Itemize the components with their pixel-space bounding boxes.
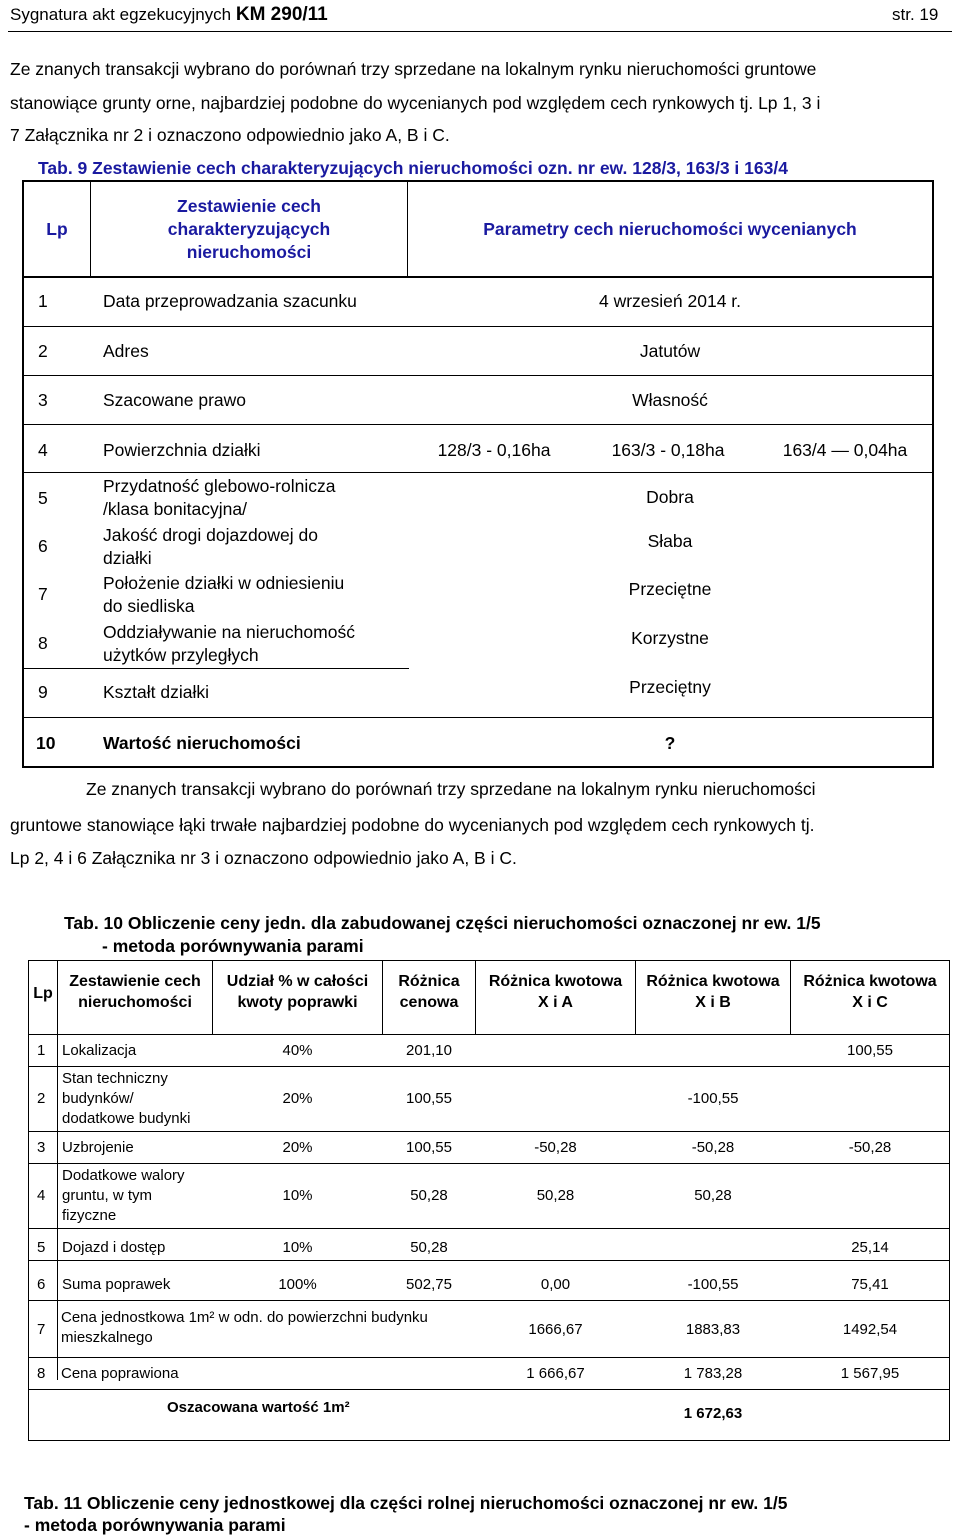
tab10-row-6-lp: 6 <box>37 1276 46 1293</box>
tab9-row-6-value: Słaba <box>647 531 693 551</box>
tab10-row-4-c <box>791 1186 949 1206</box>
tab10-row-8-feature: Cena poprawiona <box>61 1365 179 1382</box>
header-divider <box>8 31 952 32</box>
tab10-row-3-c: -50,28 <box>848 1139 892 1156</box>
tab10-row-2-share: 20% <box>282 1090 313 1107</box>
tab10-row-2-lp: 2 <box>37 1090 46 1107</box>
tab10-row-6-c: 75,41 <box>851 1276 889 1293</box>
tab10-estimated-label: Oszacowana wartość 1m² <box>167 1399 350 1416</box>
tab9-header-params: Parametry cech nieruchomości wycenianych <box>483 218 857 239</box>
tab10-row-5-lp: 5 <box>37 1239 46 1256</box>
tab10-row-7-feature: Cena jednostkowa 1m² w odn. do powierzchni budynku mieszkalnego <box>61 1309 428 1346</box>
header-case-number: KM 290/11 <box>235 4 328 25</box>
tab10-row-4-diff: 50,28 <box>410 1187 448 1204</box>
tab10-row-7-c: 1492,54 <box>842 1321 898 1338</box>
tab10-row-2-c <box>791 1089 949 1109</box>
tab10-header-diff-a: Różnica kwotowa X i A <box>488 973 623 1011</box>
middle-line-1: Ze znanych transakcji wybrano do porównań trzy sprzedane na lokalnym rynku nieruchomości <box>86 779 816 799</box>
intro-line-2: stanowiące grunty orne, najbardziej podobne do wycenianych pod względem cech rynkowych tj. Lp 1, 3 i <box>10 93 821 113</box>
tab10-row-7-lp: 7 <box>37 1321 46 1338</box>
tab9-row-9-value: Przeciętny <box>629 677 711 697</box>
tab10-row-1-feature: Lokalizacja <box>62 1042 137 1059</box>
tab10-caption-1: Tab. 10 Obliczenie ceny jedn. dla zabudowanej części nieruchomości oznaczonej nr ew. 1/5 <box>64 913 821 933</box>
tab9-row-2-feature: Adres <box>103 341 149 361</box>
tab10-row-6-b: -100,55 <box>687 1276 739 1293</box>
tab10-row-3-feature: Uzbrojenie <box>62 1139 134 1156</box>
tab9-row-1-lp: 1 <box>38 291 48 311</box>
tab9-row-9-lp: 9 <box>38 682 48 702</box>
tab10-row-3-share: 20% <box>282 1139 313 1156</box>
tab9-row-3-feature: Szacowane prawo <box>103 390 246 410</box>
tab9-row-10-feature: Wartość nieruchomości <box>103 733 301 753</box>
tab10-row-8-a: 1 666,67 <box>526 1365 585 1382</box>
tab9-row-1-feature: Data przeprowadzania szacunku <box>103 291 357 311</box>
tab10-row-4-a: 50,28 <box>536 1187 575 1204</box>
tab11-caption-1: Tab. 11 Obliczenie ceny jednostkowej dla części rolnej nieruchomości oznaczonej nr ew. 1/5 <box>24 1493 788 1513</box>
tab10-row-2-a <box>476 1089 635 1109</box>
tab9-row-7-feature: Położenie działki w odniesieniu do siedliska <box>103 573 345 616</box>
tab9-row-4-lp: 4 <box>38 440 48 460</box>
tab9-row-9-feature: Kształt działki <box>103 682 210 702</box>
tab10-row-8-b: 1 783,28 <box>683 1365 743 1382</box>
tab10-header-diff-c: Różnica kwotowa X i C <box>803 973 937 1011</box>
tab10-row-4-b: 50,28 <box>694 1187 732 1204</box>
tab10-header-diff-b: Różnica kwotowa X i B <box>646 973 780 1011</box>
tab10-row-1-lp: 1 <box>37 1042 46 1059</box>
tab10-header-diff: Różnica cenowa <box>398 973 460 1011</box>
middle-line-2: gruntowe stanowiące łąki trwałe najbardziej podobne do wycenianych pod względem cech rynkowych tj. <box>10 815 815 835</box>
tab9-row-5-lp: 5 <box>38 488 48 508</box>
tab10-header-share: Udział % w całości kwoty poprawki <box>226 973 369 1011</box>
tab9-row-5-feature: Przydatność glebowo-rolnicza /klasa bonitacyjna/ <box>103 476 336 519</box>
tab10-row-8-c: 1 567,95 <box>840 1365 900 1382</box>
page-number: str. 19 <box>892 5 939 24</box>
tab9-caption: Tab. 9 Zestawienie cech charakteryzujących nieruchomości ozn. nr ew. 128/3, 163/3 i 163/4 <box>38 158 788 178</box>
tab10-row-7-b: 1883,83 <box>685 1321 741 1338</box>
tab9-row-3-value: Własność <box>632 390 708 410</box>
tab10-row-2-diff: 100,55 <box>406 1090 452 1107</box>
tab10-row-6-share: 100% <box>278 1276 317 1293</box>
header-signature-label: Sygnatura akt egzekucyjnych <box>10 5 236 24</box>
tab9-row-4-value-1: 128/3 - 0,16ha <box>437 440 551 460</box>
intro-line-1: Ze znanych transakcji wybrano do porównań trzy sprzedane na lokalnym rynku nieruchomości gruntowe <box>10 59 817 79</box>
tab9-row-4-value-3: 163/4 — 0,04ha <box>782 440 908 460</box>
tab11-caption-2: - metoda porównywania parami <box>24 1515 286 1535</box>
tab9-row-8-feature: Oddziaływanie na nieruchomość użytków przyległych <box>103 622 355 665</box>
tab10-row-5-c: 25,14 <box>851 1239 889 1256</box>
tab10-row-4-share: 10% <box>282 1187 313 1204</box>
tab10-header-lp: Lp <box>33 984 53 1002</box>
tab9-row-4-feature: Powierzchnia działki <box>103 440 261 460</box>
tab9-row-3-lp: 3 <box>38 390 48 410</box>
tab9-row-6-lp: 6 <box>38 536 48 556</box>
tab10-row-4-lp: 4 <box>37 1187 46 1204</box>
tab9-header-feature: Zestawienie cech charakteryzujących nieruchomości <box>167 195 331 262</box>
tab10-row-3-lp: 3 <box>37 1139 46 1156</box>
tab10-row-2-b: -100,55 <box>687 1090 739 1107</box>
tab9-row-7-value: Przeciętne <box>628 579 712 599</box>
tab9-row-7-lp: 7 <box>38 584 48 604</box>
tab10-row-3-a: -50,28 <box>534 1139 577 1156</box>
tab9-header-lp: Lp <box>46 218 68 239</box>
intro-line-3: 7 Załącznika nr 2 i oznaczono odpowiednio jako A, B i C. <box>10 125 450 145</box>
tab10-row-6-diff: 502,75 <box>406 1276 452 1293</box>
middle-line-3: Lp 2, 4 i 6 Załącznika nr 3 i oznaczono odpowiednio jako A, B i C. <box>10 848 517 868</box>
tab9-row-2-lp: 2 <box>38 341 48 361</box>
tab9-row-8-value: Korzystne <box>631 628 709 648</box>
doc-header-left <box>10 4 328 26</box>
tab9-row-6-feature: Jakość drogi dojazdowej do działki <box>103 525 318 568</box>
tab10-row-5-a <box>476 1238 635 1258</box>
tab10-row-1-c: 100,55 <box>847 1042 893 1059</box>
tab10-row-3-b: -50,28 <box>691 1139 735 1156</box>
tab10-row-5-diff: 50,28 <box>410 1239 448 1256</box>
tab10-row-2-feature: Stan techniczny budynków/ dodatkowe budynki <box>62 1070 191 1127</box>
tab10-row-1-b <box>636 1041 790 1061</box>
tab9-row-4-value-2: 163/3 - 0,18ha <box>611 440 725 460</box>
tab9-row-5-value: Dobra <box>646 487 694 507</box>
tab10-caption-2: - metoda porównywania parami <box>102 936 364 956</box>
tab10-row-5-share: 10% <box>282 1239 313 1256</box>
tab9-row-2-value: Jatutów <box>639 341 701 361</box>
tab9-row-10-lp: 10 <box>36 733 56 753</box>
tab10-row-5-feature: Dojazd i dostęp <box>62 1239 166 1256</box>
tab10-row-5-b <box>636 1238 790 1258</box>
tab10-row-1-diff: 201,10 <box>406 1042 452 1059</box>
tab10-estimated-value: 1 672,63 <box>683 1405 743 1422</box>
tab10-row-7-a: 1666,67 <box>528 1321 583 1338</box>
tab9-row-10-value: ? <box>664 733 676 753</box>
tab10-row-1-a <box>476 1041 635 1061</box>
tab10-row-6-a: 0,00 <box>540 1276 571 1293</box>
tab9-row-8-lp: 8 <box>38 633 48 653</box>
tab10-row-1-share: 40% <box>282 1042 313 1059</box>
tab10-row-4-feature: Dodatkowe walory gruntu, w tym fizyczne <box>62 1167 185 1224</box>
tab10-header-feature: Zestawienie cech nieruchomości <box>69 973 201 1011</box>
tab9-row-1-value: 4 wrzesień 2014 r. <box>598 291 742 311</box>
tab10-row-8-lp: 8 <box>37 1365 46 1382</box>
tab10-row-6-feature: Suma poprawek <box>62 1276 171 1293</box>
tab10-row-3-diff: 100,55 <box>406 1139 452 1156</box>
